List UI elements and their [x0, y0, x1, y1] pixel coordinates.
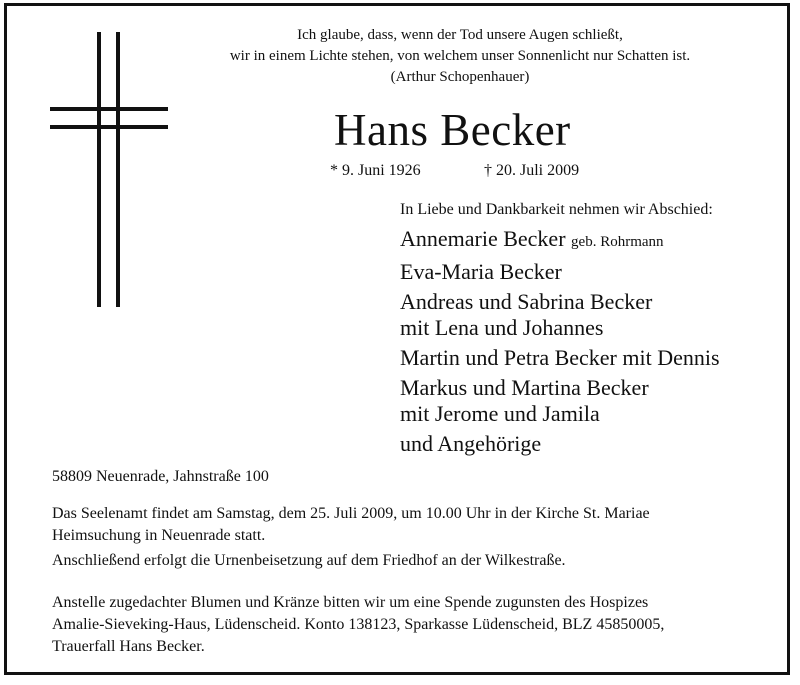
birth-date: * 9. Juni 1926: [330, 162, 421, 179]
epigraph-quote: [200, 25, 720, 88]
farewell-intro: In Liebe und Dankbarkeit nehmen wir Abschied:: [400, 201, 713, 218]
mourner-line: Eva-Maria Becker: [400, 259, 562, 284]
mourners-list: [400, 226, 720, 457]
deceased-name: Hans Becker: [334, 105, 571, 155]
service-line-1: Das Seelenamt findet am Samstag, dem 25. Juli 2009, um 10.00 Uhr in der Kirche St. Mariae: [52, 505, 650, 522]
quote-line-2: wir in einem Lichte stehen, von welchem unser Sonnenlicht nur Schatten ist.: [229, 48, 691, 64]
mourner-line: Markus und Martina Becker: [400, 375, 649, 400]
quote-line-1: Ich glaube, dass, wenn der Tod unsere Augen schließt,: [297, 27, 623, 43]
mourner-widow: [400, 226, 720, 255]
donation-info: [52, 592, 752, 658]
mourner-line: Martin und Petra Becker mit Dennis: [400, 345, 720, 370]
donation-line-3: Trauerfall Hans Becker.: [52, 638, 205, 655]
service-info: [52, 503, 752, 547]
burial-info: Anschließend erfolgt die Urnenbeisetzung auf dem Friedhof an der Wilkestraße.: [52, 552, 566, 569]
quote-author: (Arthur Schopenhauer): [390, 69, 530, 85]
mourner-line: mit Lena und Johannes: [400, 315, 604, 340]
widow-name: Annemarie Becker: [400, 226, 566, 251]
mourner-line: mit Jerome und Jamila: [400, 401, 600, 426]
cross-icon: [50, 32, 168, 307]
donation-line-1: Anstelle zugedachter Blumen und Kränze bitten wir um eine Spende zugunsten des Hospizes: [52, 594, 649, 611]
service-line-2: Heimsuchung in Neuenrade statt.: [52, 527, 266, 544]
address: 58809 Neuenrade, Jahnstraße 100: [52, 468, 269, 485]
mourner-line: und Angehörige: [400, 431, 542, 456]
donation-line-2: Amalie-Sieveking-Haus, Lüdenscheid. Konto 138123, Sparkasse Lüdenscheid, BLZ 45850005,: [52, 616, 665, 633]
widow-maiden-name: geb. Rohrmann: [571, 234, 664, 250]
mourner-line: Andreas und Sabrina Becker: [400, 289, 653, 314]
death-date: † 20. Juli 2009: [484, 162, 580, 179]
